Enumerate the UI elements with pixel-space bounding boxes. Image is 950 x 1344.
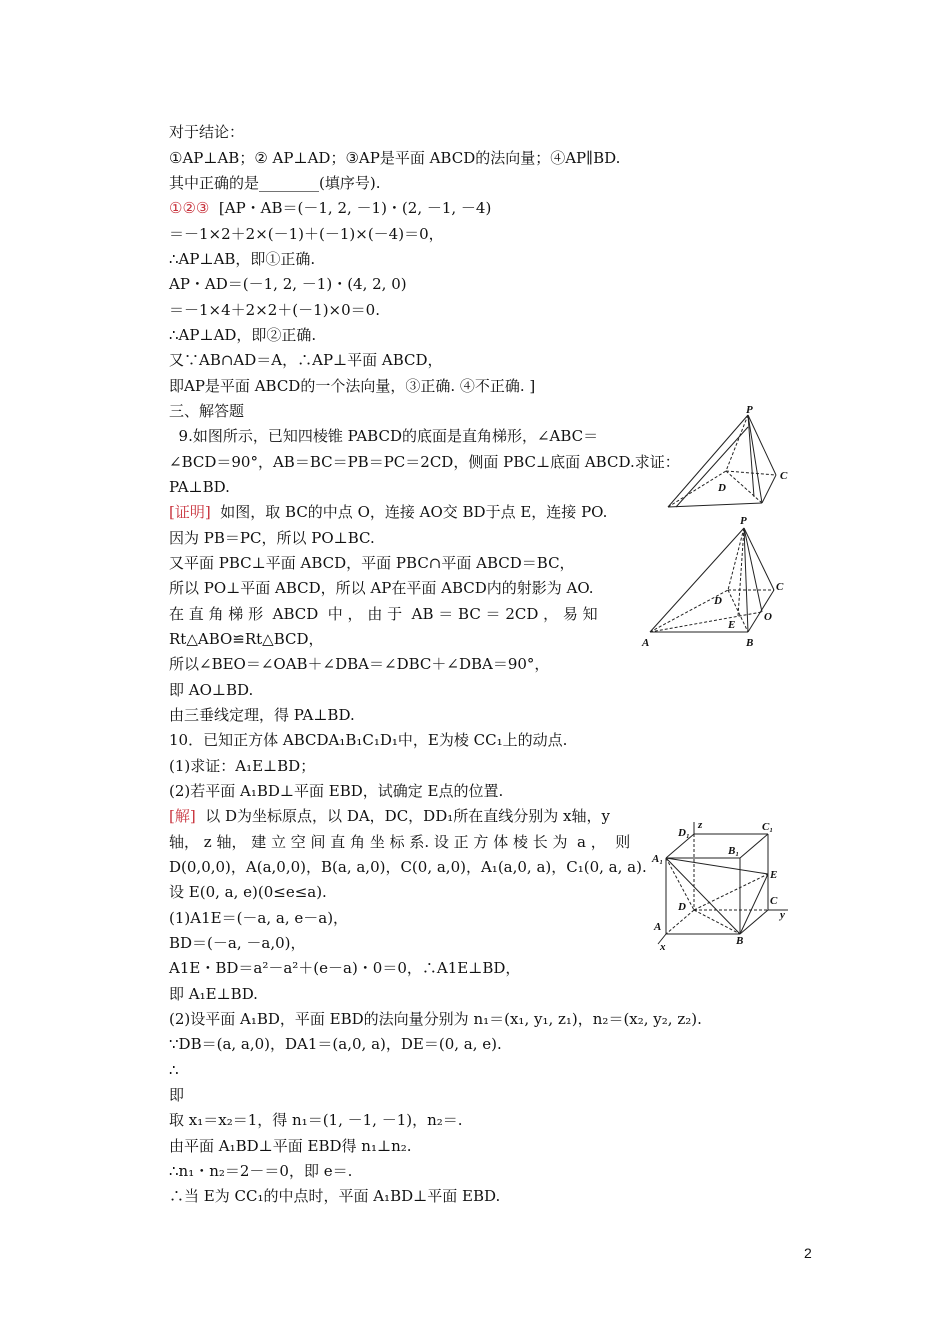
label-c: C <box>776 581 784 593</box>
line-text: 在 直 角 梯 形 ABCD 中 ， 由 于 AB ＝ BC ＝ 2CD ， 易 知 <box>169 605 598 623</box>
line-text: A1E・BD＝a²－a²＋(e－a)・0＝0，∴A1E⊥BD， <box>169 959 521 977</box>
line-text: 又∵AB∩AD＝A，∴AP⊥平面 ABCD， <box>169 351 443 369</box>
label-e: E <box>728 619 736 631</box>
text-line <box>169 832 630 852</box>
answer-tag: [证明] <box>169 503 211 521</box>
text-line <box>169 401 244 421</box>
text-line <box>169 908 348 928</box>
label-p: P <box>740 515 747 527</box>
text-line <box>169 958 520 978</box>
label-a: A <box>642 637 650 649</box>
text-line <box>169 173 380 193</box>
text-line <box>169 376 535 396</box>
answer-tag: [解] <box>169 807 196 825</box>
answer-tag: ①②③ <box>169 199 210 217</box>
line-text: 即 AO⊥BD. <box>169 681 254 699</box>
line-text: (2)若平面 A₁BD⊥平面 EBD，试确定 E点的位置. <box>169 782 504 800</box>
line-text: 轴， z 轴， 建 立 空 间 直 角 坐 标 系. 设 正 方 体 棱 长 为 a ， 则 <box>169 833 631 851</box>
line-text: (2)设平面 A₁BD，平面 EBD的法向量分别为 n₁＝(x₁, y₁, z₁)，n₂＝(x₂, y₂, z₂). <box>169 1010 702 1028</box>
text-line <box>169 933 306 953</box>
label-a1: A₁ <box>652 853 664 865</box>
cube-figure <box>648 818 796 952</box>
line-text: Rt△ABO≌Rt△BCD， <box>169 630 324 648</box>
text-line <box>169 249 315 269</box>
text-line <box>169 680 253 700</box>
pyramid-figure-1 <box>664 405 796 511</box>
text-line <box>169 553 575 573</box>
text-line <box>169 274 407 294</box>
label-e: E <box>770 869 778 881</box>
page-number: 2 <box>804 1245 812 1261</box>
line-text: 如图，取 BC的中点 O，连接 AO交 BD于点 E，连接 PO. <box>210 503 608 521</box>
label-b: B <box>746 637 754 649</box>
line-text: [AP・AB＝(－1, 2, －1)・(2, －1, －4) <box>209 199 492 217</box>
label-d: D <box>678 901 686 913</box>
text-line <box>169 604 598 624</box>
label-y: y <box>780 909 785 921</box>
line-text: 由平面 A₁BD⊥平面 EBD得 n₁⊥n₂. <box>169 1137 412 1155</box>
label-c1: C₁ <box>762 821 774 833</box>
line-text: 因为 PB＝PC，所以 PO⊥BC. <box>169 529 375 547</box>
label-p: P <box>746 405 753 416</box>
line-text: 即 A₁E⊥BD. <box>169 985 258 1003</box>
line-text: BD＝(－a, －a,0)， <box>169 934 306 952</box>
text-line <box>169 1186 500 1206</box>
text-line <box>169 426 598 446</box>
line-text: ∴当 E为 CC₁的中点时，平面 A₁BD⊥平面 EBD. <box>169 1187 501 1205</box>
line-text: 其中正确的是________(填序号). <box>169 174 381 192</box>
text-line <box>169 984 258 1004</box>
text-line <box>169 882 327 902</box>
text-line <box>169 730 567 750</box>
text-line <box>169 300 380 320</box>
line-text: ∴AP⊥AD，即②正确. <box>169 326 317 344</box>
text-line <box>169 224 444 244</box>
label-z: z <box>698 819 703 831</box>
label-c: C <box>780 470 788 482</box>
label-b: B <box>736 935 744 947</box>
line-text: 所以 PO⊥平面 ABCD，所以 AP在平面 ABCD内的射影为 AO. <box>169 579 594 597</box>
line-text: 对于结论： <box>169 123 245 141</box>
line-text: (1)A1E＝(－a, a, e－a)， <box>169 909 349 927</box>
text-line <box>169 350 443 370</box>
text-line <box>169 705 355 725</box>
text-line <box>169 452 680 472</box>
line-text: ∠BCD＝90°，AB＝BC＝PB＝PC＝2CD，侧面 PBC⊥底面 ABCD.求证： <box>169 453 680 471</box>
line-text: ∴n₁・n₂＝2－＝0，即 e＝. <box>169 1162 353 1180</box>
line-text: ①AP⊥AB；② AP⊥AD；③AP是平面 ABCD的法向量；④AP∥BD. <box>169 149 621 167</box>
line-text: ∴AP⊥AB，即①正确. <box>169 250 316 268</box>
label-c: C <box>770 895 778 907</box>
text-line <box>169 148 620 168</box>
line-text: 10．已知正方体 ABCDA₁B₁C₁D₁中，E为棱 CC₁上的动点. <box>169 731 568 749</box>
line-text: 取 x₁＝x₂＝1，得 n₁＝(1, －1, －1)，n₂＝. <box>169 1111 463 1129</box>
text-line <box>169 1060 179 1080</box>
text-line <box>169 806 610 826</box>
text-line <box>169 477 230 497</box>
text-line <box>169 578 594 598</box>
text-line <box>169 122 244 142</box>
label-d: D <box>714 595 722 607</box>
line-text: 即 <box>169 1086 185 1104</box>
line-text: ∴ <box>169 1061 179 1079</box>
label-o: O <box>764 611 772 623</box>
label-a: A <box>654 921 662 933</box>
line-text: AP・AD＝(－1, 2, －1)・(4, 2, 0) <box>169 275 407 293</box>
text-line <box>169 1136 412 1156</box>
text-line <box>169 1110 463 1130</box>
text-line <box>169 1009 702 1029</box>
text-line <box>169 781 503 801</box>
text-line <box>169 629 324 649</box>
label-d: D <box>718 482 726 494</box>
label-b1: B₁ <box>728 845 740 857</box>
text-line <box>169 857 647 877</box>
line-text: 所以∠BEO＝∠OAB＋∠DBA＝∠DBC＋∠DBA＝90°， <box>169 655 550 673</box>
line-text: D(0,0,0)，A(a,0,0)，B(a, a,0)，C(0, a,0)，A₁(a,0, a)，C₁(0, a, a). <box>169 858 647 876</box>
text-line <box>169 198 491 218</box>
label-x: x <box>660 941 666 952</box>
line-text: 以 D为坐标原点，以 DA，DC，DD₁所在直线分别为 x轴，y <box>195 807 610 825</box>
pyramid-figure-2 <box>640 512 790 650</box>
line-text: 由三垂线定理，得 PA⊥BD. <box>169 706 355 724</box>
line-text: 设 E(0, a, e)(0≤e≤a). <box>169 883 327 901</box>
text-line <box>169 325 316 345</box>
text-line <box>169 1085 184 1105</box>
text-line <box>169 528 375 548</box>
text-line <box>169 756 315 776</box>
line-text: PA⊥BD. <box>169 478 230 496</box>
text-line <box>169 1161 352 1181</box>
line-text: 9.如图所示，已知四棱锥 PABCD的底面是直角梯形，∠ABC＝ <box>169 427 599 445</box>
text-line <box>169 1034 502 1054</box>
line-text: 又平面 PBC⊥平面 ABCD，平面 PBC∩平面 ABCD＝BC， <box>169 554 575 572</box>
label-d1: D₁ <box>678 827 690 839</box>
line-text: ＝－1×2＋2×(－1)＋(－1)×(－4)＝0， <box>169 225 444 243</box>
line-text: 即AP是平面 ABCD的一个法向量，③正确. ④不正确. ] <box>169 377 536 395</box>
text-line <box>169 654 549 674</box>
line-text: 三、解答题 <box>169 402 245 420</box>
line-text: ∵DB＝(a, a,0)，DA1＝(a,0, a)，DE＝(0, a, e). <box>169 1035 502 1053</box>
line-text: (1)求证：A₁E⊥BD； <box>169 757 316 775</box>
text-line <box>169 502 607 522</box>
line-text: ＝－1×4＋2×2＋(－1)×0＝0. <box>169 301 380 319</box>
